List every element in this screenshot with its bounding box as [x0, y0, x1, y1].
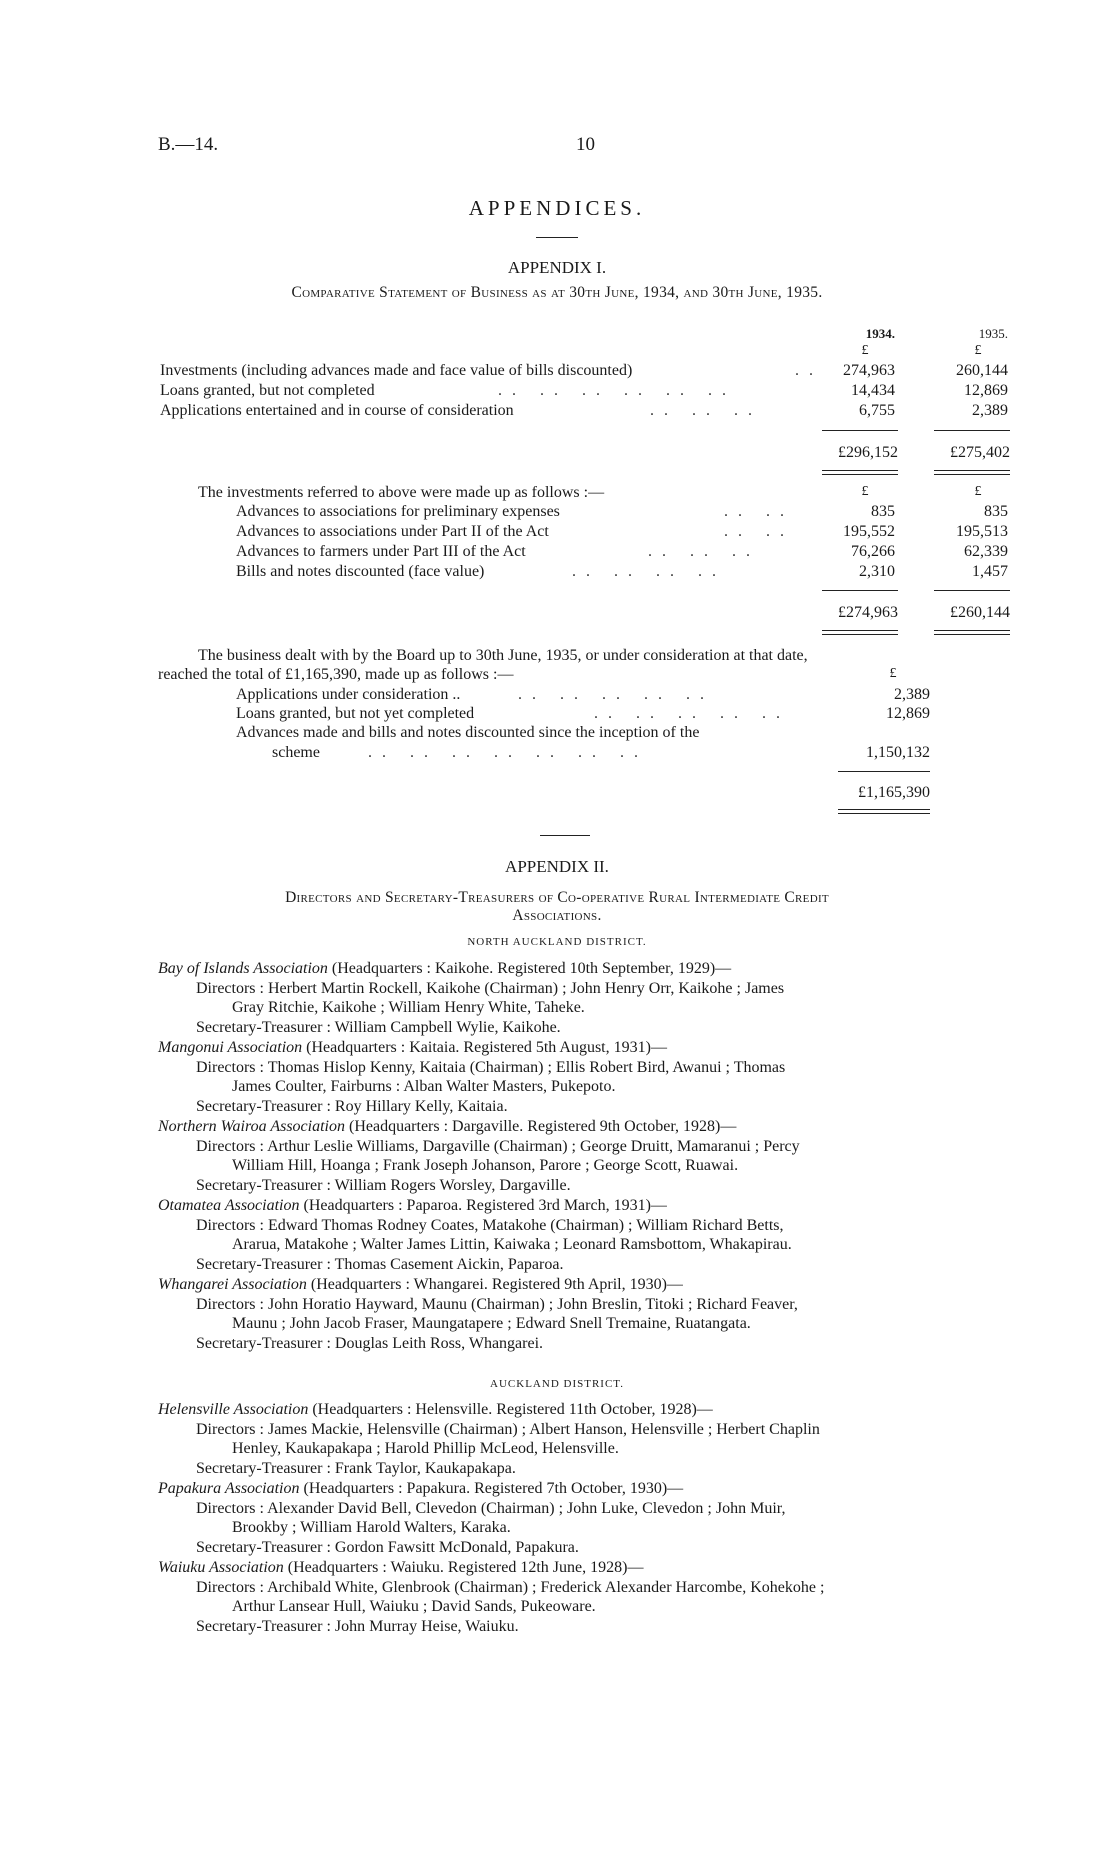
district-heading: AUCKLAND DISTRICT.: [490, 1378, 624, 1390]
appendix-2-heading: APPENDIX II.: [505, 857, 609, 876]
row-label: Loans granted, but not completed: [160, 382, 375, 399]
directors-line: Directors : Alexander David Bell, Clevedon (Chairman) ; John Luke, Clevedon ; John Muir,: [196, 1500, 786, 1517]
value-1934: 835: [871, 503, 895, 520]
table-row: [0, 744, 1114, 764]
leader-dots: .. .. .. .. .. ..: [498, 382, 736, 399]
double-rule: [822, 470, 898, 475]
value-1935: 12,869: [964, 382, 1008, 399]
secretary-line: Secretary-Treasurer : Douglas Leith Ross, Whangarei.: [196, 1335, 544, 1352]
value-1935: 2,389: [972, 402, 1008, 419]
value-1934: 14,434: [851, 382, 895, 399]
table-row: [0, 382, 1114, 402]
association-name: Otamatea Association: [158, 1197, 300, 1214]
association-name: Northern Wairoa Association: [158, 1118, 345, 1135]
sum-rule: [822, 590, 898, 591]
directors-line: Directors : Archibald White, Glenbrook (Chairman) ; Frederick Alexander Harcombe, Kohekohe ;: [196, 1579, 825, 1596]
leader-dots: .. .. .. .. ..: [594, 705, 790, 722]
business-value: 1,150,132: [866, 744, 930, 761]
value-1934: 2,310: [859, 563, 895, 580]
directors-line: Maunu ; John Jacob Fraser, Maungatapere ; Edward Snell Tremaine, Ruatangata.: [232, 1315, 751, 1332]
row-label: Loans granted, but not yet completed: [236, 705, 475, 722]
association-details: (Headquarters : Whangarei. Registered 9th April, 1930)—: [306, 1276, 683, 1293]
row-label: Advances to associations under Part II of the Act: [236, 523, 549, 540]
row-label: Advances to associations for preliminary expenses: [236, 503, 560, 520]
total-1935: £260,144: [950, 604, 1010, 621]
table-row: [0, 724, 1114, 744]
association-entry: [158, 1038, 667, 1057]
double-rule: [934, 470, 1010, 475]
sum-rule: [822, 430, 898, 431]
appendix-2-subtitle-line-1: Directors and Secretary-Treasurers of Co-operative Rural Intermediate Credit: [285, 889, 829, 906]
section-divider: [540, 835, 590, 836]
business-paragraph-line-1: The business dealt with by the Board up to 30th June, 1935, or under consideration at that date,: [198, 647, 808, 664]
total-1934: £296,152: [838, 444, 898, 461]
sum-rule: [934, 430, 1010, 431]
value-1935: 260,144: [956, 362, 1008, 379]
table-row: [0, 705, 1114, 725]
directors-line: Directors : Herbert Martin Rockell, Kaikohe (Chairman) ; John Henry Orr, Kaikohe ; James: [196, 980, 785, 997]
leader-dots: ..: [795, 362, 823, 379]
association-entry: [158, 1275, 683, 1294]
district-heading: NORTH AUCKLAND DISTRICT.: [467, 936, 647, 948]
leader-dots: .. .. ..: [648, 543, 760, 560]
directors-line: Gray Ritchie, Kaikohe ; William Henry White, Taheke.: [232, 999, 585, 1016]
business-total: £1,165,390: [858, 784, 930, 801]
table-row: [0, 402, 1114, 422]
value-1934: 6,755: [859, 402, 895, 419]
col-1935-unit: £: [974, 343, 982, 358]
directors-line: Directors : Thomas Hislop Kenny, Kaitaia (Chairman) ; Ellis Robert Bird, Awanui ; Thomas: [196, 1059, 786, 1076]
business-value: 12,869: [886, 705, 930, 722]
directors-line: Brookby ; William Harold Walters, Karaka.: [232, 1519, 511, 1536]
col-1935-header: 1935.: [978, 326, 1008, 341]
directors-line: James Coulter, Fairburns : Alban Walter Masters, Pukepoto.: [232, 1078, 616, 1095]
title-divider: [536, 237, 578, 238]
double-rule: [838, 809, 930, 814]
value-1935: 1,457: [972, 563, 1008, 580]
value-1934: 76,266: [851, 543, 895, 560]
invest-unit-1935: £: [974, 484, 982, 499]
association-name: Bay of Islands Association: [158, 960, 328, 977]
row-label: Advances to farmers under Part III of the Act: [236, 543, 526, 560]
directors-line: Directors : Edward Thomas Rodney Coates, Matakohe (Chairman) ; William Richard Betts,: [196, 1217, 784, 1234]
row-label: Investments (including advances made and face value of bills discounted): [160, 362, 633, 379]
value-1935: 835: [984, 503, 1008, 520]
secretary-line: Secretary-Treasurer : William Campbell Wylie, Kaikohe.: [196, 1019, 561, 1036]
row-label: Bills and notes discounted (face value): [236, 563, 485, 580]
business-paragraph-line-2: reached the total of £1,165,390, made up as follows :—: [158, 666, 514, 683]
totals-row: [0, 604, 1114, 624]
association-name: Whangarei Association: [158, 1276, 307, 1293]
invest-unit-1934: £: [861, 484, 869, 499]
secretary-line: Secretary-Treasurer : Roy Hillary Kelly, Kaitaia.: [196, 1098, 508, 1115]
association-entry: [158, 1479, 683, 1498]
association-details: (Headquarters : Kaitaia. Registered 5th August, 1931)—: [302, 1039, 667, 1056]
appendix-1-subtitle: Comparative Statement of Business as at 30th June, 1934, and 30th June, 1935.: [291, 284, 823, 301]
leader-dots: .. ..: [724, 503, 794, 520]
col-1934-header: 1934.: [865, 326, 895, 341]
leader-dots: .. ..: [724, 523, 794, 540]
appendix-1-heading: APPENDIX I.: [507, 258, 607, 277]
investments-intro: The investments referred to above were made up as follows :—: [198, 484, 605, 501]
row-label: Applications under consideration ..: [236, 686, 461, 703]
value-1934: 195,552: [843, 523, 895, 540]
directors-line: William Hill, Hoanga ; Frank Joseph Johanson, Parore ; George Scott, Ruawai.: [232, 1157, 739, 1174]
row-label: scheme: [272, 744, 320, 761]
directors-line: Directors : John Horatio Hayward, Maunu (Chairman) ; John Breslin, Titoki ; Richard Feaver,: [196, 1296, 798, 1313]
double-rule: [822, 630, 898, 635]
double-rule: [934, 630, 1010, 635]
leader-dots: .. .. .. .. .. .. ..: [368, 744, 648, 761]
totals-row: [0, 784, 1114, 804]
association-entry: [158, 1400, 713, 1419]
association-name: Papakura Association: [158, 1480, 300, 1497]
table-row: [0, 543, 1114, 563]
association-details: (Headquarters : Dargaville. Registered 9th October, 1928)—: [344, 1118, 737, 1135]
association-entry: [158, 959, 731, 978]
directors-line: Directors : Arthur Leslie Williams, Dargaville (Chairman) ; George Druitt, Mamaranui ; Percy: [196, 1138, 800, 1155]
secretary-line: Secretary-Treasurer : Frank Taylor, Kaukapakapa.: [196, 1460, 516, 1477]
association-entry: [158, 1196, 667, 1215]
leader-dots: .. .. .. .. ..: [518, 686, 714, 703]
sum-rule: [934, 590, 1010, 591]
secretary-line: Secretary-Treasurer : John Murray Heise, Waiuku.: [196, 1618, 519, 1635]
row-label: Applications entertained and in course of consideration: [160, 402, 514, 419]
directors-line: Directors : James Mackie, Helensville (Chairman) ; Albert Hanson, Helensville ; Herbert Chaplin: [196, 1421, 820, 1438]
page-title: APPENDICES.: [468, 196, 646, 220]
leader-dots: .. .. .. ..: [572, 563, 726, 580]
secretary-line: Secretary-Treasurer : Thomas Casement Aickin, Paparoa.: [196, 1256, 564, 1273]
table-row: [0, 686, 1114, 706]
row-label: Advances made and bills and notes discounted since the inception of the: [236, 724, 700, 741]
table-row: [0, 523, 1114, 543]
directors-line: Henley, Kaukapakapa ; Harold Phillip McLeod, Helensville.: [232, 1440, 619, 1457]
association-entry: [158, 1558, 643, 1577]
association-name: Helensville Association: [158, 1401, 309, 1418]
association-details: (Headquarters : Waiuku. Registered 12th June, 1928)—: [283, 1559, 644, 1576]
leader-dots: .. .. ..: [650, 402, 762, 419]
document-reference: B.—14.: [158, 134, 219, 155]
association-details: (Headquarters : Kaikohe. Registered 10th September, 1929)—: [327, 960, 732, 977]
sum-rule: [838, 771, 930, 772]
directors-line: Arthur Lansear Hull, Waiuku ; David Sands, Pukeoware.: [232, 1598, 596, 1615]
association-entry: [158, 1117, 736, 1136]
total-1934: £274,963: [838, 604, 898, 621]
total-1935: £275,402: [950, 444, 1010, 461]
directors-line: Ararua, Matakohe ; Walter James Littin, Kaiwaka ; Leonard Ramsbottom, Whakapirau.: [232, 1236, 792, 1253]
association-details: (Headquarters : Papakura. Registered 7th October, 1930)—: [299, 1480, 684, 1497]
table-row: [0, 563, 1114, 583]
secretary-line: Secretary-Treasurer : Gordon Fawsitt McDonald, Papakura.: [196, 1539, 579, 1556]
association-details: (Headquarters : Helensville. Registered 11th October, 1928)—: [308, 1401, 713, 1418]
secretary-line: Secretary-Treasurer : William Rogers Worsley, Dargaville.: [196, 1177, 571, 1194]
appendix-2-subtitle-line-2: Associations.: [512, 907, 602, 924]
page-number: 10: [576, 134, 595, 155]
value-1935: 195,513: [956, 523, 1008, 540]
totals-row: [0, 444, 1114, 464]
table-row: [0, 503, 1114, 523]
value-1935: 62,339: [964, 543, 1008, 560]
col-1934-unit: £: [861, 343, 869, 358]
association-name: Mangonui Association: [158, 1039, 303, 1056]
business-value: 2,389: [894, 686, 930, 703]
business-unit: £: [889, 666, 897, 681]
association-name: Waiuku Association: [158, 1559, 284, 1576]
table-row: [0, 362, 1114, 382]
value-1934: 274,963: [843, 362, 895, 379]
association-details: (Headquarters : Paparoa. Registered 3rd March, 1931)—: [299, 1197, 667, 1214]
